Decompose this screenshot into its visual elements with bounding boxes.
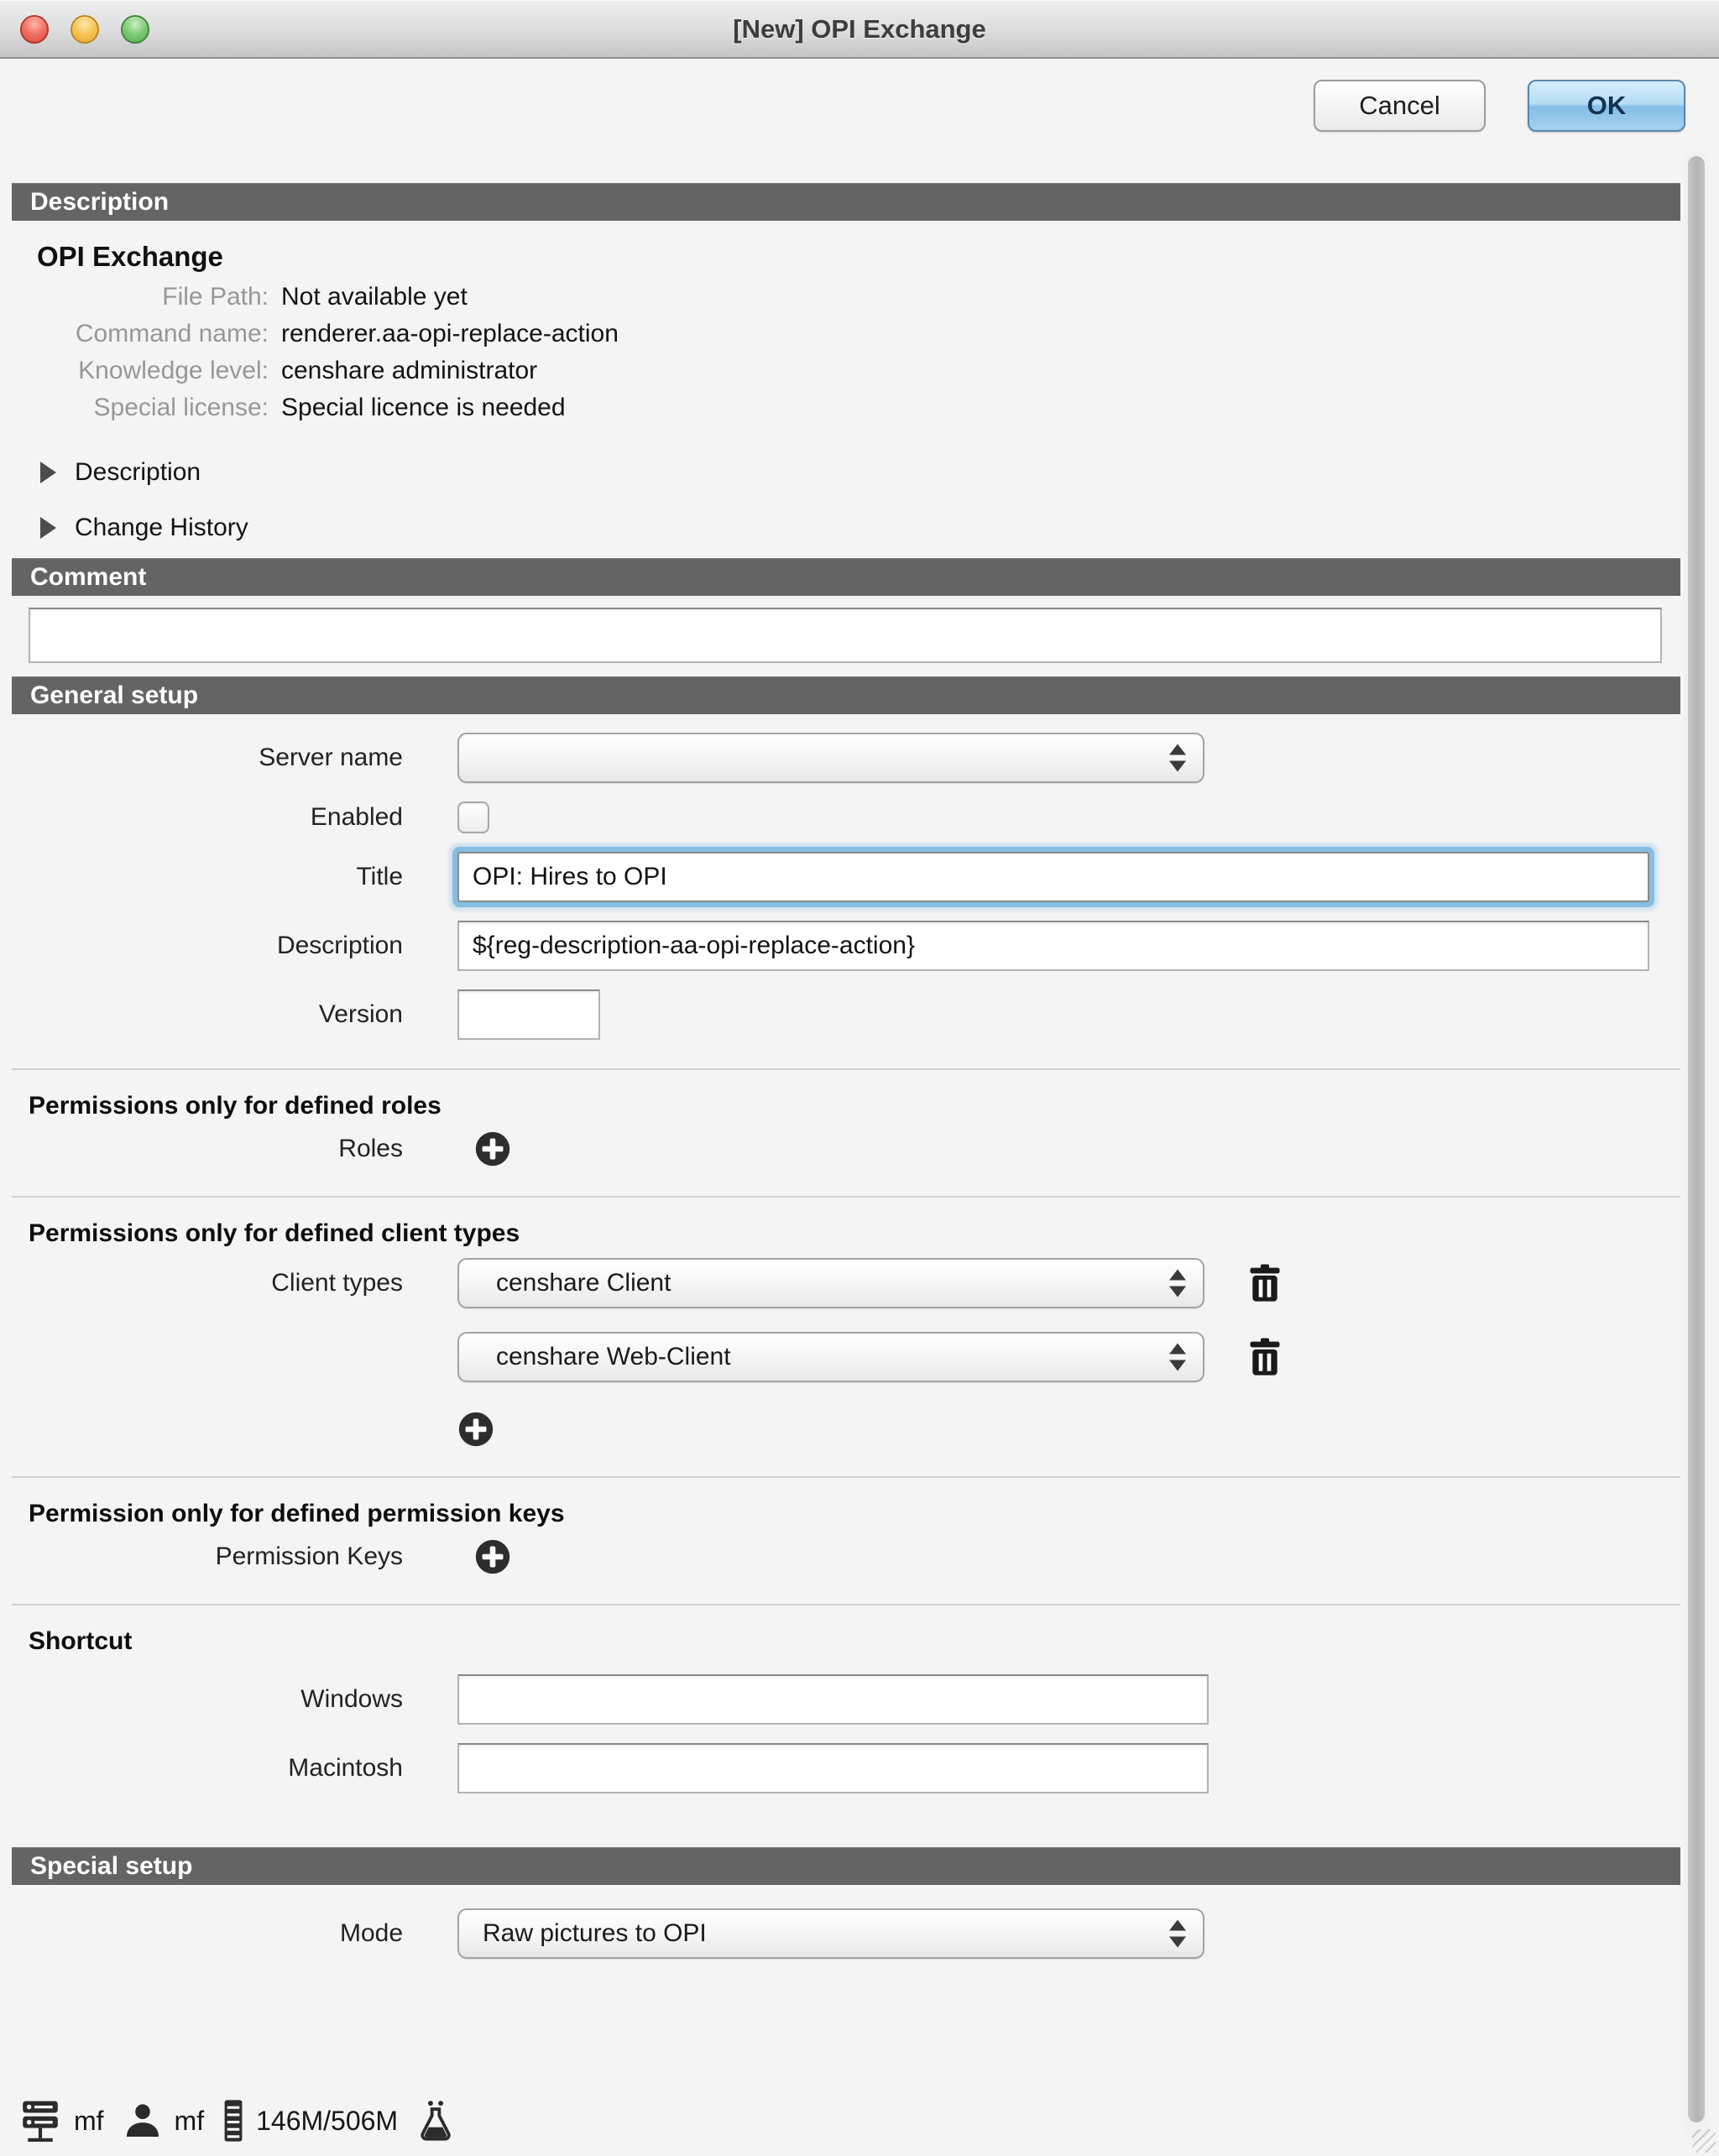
version-label: Version	[318, 1000, 403, 1028]
cancel-button[interactable]: Cancel	[1314, 80, 1486, 132]
memory-icon	[222, 2099, 244, 2143]
client-types-label: Client types	[271, 1269, 403, 1297]
add-client-type-button[interactable]	[457, 1411, 494, 1448]
title-input[interactable]	[457, 852, 1649, 902]
section-header-comment: Comment	[12, 558, 1680, 596]
server-name-label: Server name	[259, 744, 403, 771]
ok-button[interactable]: OK	[1528, 80, 1685, 132]
status-bar	[18, 2097, 455, 2144]
disclosure-description-label: Description	[75, 458, 201, 486]
memory-usage-text: 146M/506M	[256, 2105, 399, 2136]
macintosh-shortcut-row	[12, 1743, 1680, 1793]
section-divider	[12, 1476, 1680, 1478]
enabled-label: Enabled	[310, 803, 403, 831]
action-button-row	[0, 59, 1719, 133]
windows-label: Windows	[300, 1685, 403, 1713]
client-type-select-1[interactable]	[457, 1258, 1204, 1308]
version-input[interactable]	[457, 989, 600, 1040]
info-row-knowledge-level	[12, 357, 1680, 394]
resize-grip-icon[interactable]	[1692, 2129, 1716, 2153]
disclosure-description[interactable]	[40, 456, 1680, 489]
title-row	[12, 852, 1680, 902]
server-icon	[18, 2099, 62, 2143]
server-user-text: mf	[74, 2105, 104, 2136]
client-type-value-2: censhare Web-Client	[496, 1343, 731, 1370]
info-row-file-path	[12, 283, 1680, 320]
delete-client-type-button[interactable]	[1248, 1337, 1282, 1377]
stepper-icon	[1169, 744, 1186, 772]
server-name-row	[12, 733, 1680, 783]
description-row	[12, 921, 1680, 971]
section-divider	[12, 1604, 1680, 1605]
macintosh-shortcut-input[interactable]	[457, 1743, 1209, 1793]
version-row	[12, 989, 1680, 1040]
scrollbar-thumb[interactable]	[1688, 156, 1705, 2122]
file-path-value: Not available yet	[281, 283, 468, 311]
client-type-row	[12, 1332, 1680, 1382]
disclosure-change-history-label: Change History	[75, 514, 248, 541]
macintosh-label: Macintosh	[288, 1754, 403, 1782]
stepper-icon	[1169, 1270, 1186, 1297]
add-client-type-row	[12, 1411, 1680, 1448]
section-header-special-setup: Special setup	[12, 1847, 1680, 1885]
add-role-button[interactable]	[474, 1130, 511, 1167]
title-label: Title	[356, 863, 403, 890]
enabled-checkbox[interactable]	[457, 801, 489, 833]
roles-section-heading: Permissions only for defined roles	[29, 1092, 442, 1120]
garbage-collector-flask-icon	[416, 2099, 455, 2143]
description-input[interactable]	[457, 921, 1649, 971]
roles-row	[12, 1130, 1680, 1167]
section-header-general-setup: General setup	[12, 676, 1680, 714]
user-name-text: mf	[174, 2105, 205, 2136]
windows-shortcut-input[interactable]	[457, 1674, 1209, 1725]
permission-keys-row	[12, 1538, 1680, 1575]
permission-keys-section-heading: Permission only for defined permission keys	[29, 1500, 565, 1527]
disclosure-change-history[interactable]	[40, 511, 1680, 545]
disclosure-triangle-icon	[40, 462, 56, 483]
section-header-description: Description	[12, 183, 1680, 221]
description-body	[12, 221, 1680, 558]
client-type-row	[12, 1258, 1680, 1308]
client-types-section-heading: Permissions only for defined client types	[29, 1219, 520, 1247]
delete-client-type-button[interactable]	[1248, 1263, 1282, 1303]
knowledge-level-label: Knowledge level:	[78, 357, 269, 384]
windows-shortcut-row	[12, 1674, 1680, 1725]
command-info-list	[12, 283, 1680, 431]
comment-input[interactable]	[29, 608, 1662, 663]
file-path-label: File Path:	[162, 283, 269, 311]
special-license-label: Special license:	[93, 394, 269, 421]
mode-label: Mode	[339, 1919, 403, 1947]
description-label: Description	[276, 932, 403, 959]
stepper-icon	[1169, 1344, 1186, 1371]
section-divider	[12, 1196, 1680, 1198]
command-name-title: OPI Exchange	[37, 241, 223, 272]
mode-select[interactable]	[457, 1908, 1204, 1959]
title-bar	[0, 0, 1719, 59]
form-scroll-area	[12, 183, 1680, 1959]
server-name-select[interactable]	[457, 733, 1204, 783]
knowledge-level-value: censhare administrator	[281, 357, 538, 384]
enabled-row	[12, 801, 1680, 833]
user-icon	[123, 2101, 163, 2141]
special-license-value: Special licence is needed	[281, 394, 566, 421]
command-name-label: Command name:	[75, 320, 269, 347]
add-permission-key-button[interactable]	[474, 1538, 511, 1575]
mode-value: Raw pictures to OPI	[483, 1919, 707, 1947]
permission-keys-label: Permission Keys	[215, 1543, 403, 1570]
info-row-special-license	[12, 394, 1680, 431]
disclosure-triangle-icon	[40, 517, 56, 539]
roles-label: Roles	[338, 1135, 403, 1162]
shortcut-section-heading: Shortcut	[29, 1627, 133, 1655]
stepper-icon	[1169, 1920, 1186, 1948]
info-row-command-name	[12, 320, 1680, 357]
mode-row	[12, 1908, 1680, 1959]
client-type-value-1: censhare Client	[496, 1269, 671, 1297]
vertical-scrollbar	[1684, 151, 1709, 2143]
window-title: [New] OPI Exchange	[733, 14, 986, 44]
command-name-value: renderer.aa-opi-replace-action	[281, 320, 619, 347]
section-divider	[12, 1068, 1680, 1070]
client-type-select-2[interactable]	[457, 1332, 1204, 1382]
